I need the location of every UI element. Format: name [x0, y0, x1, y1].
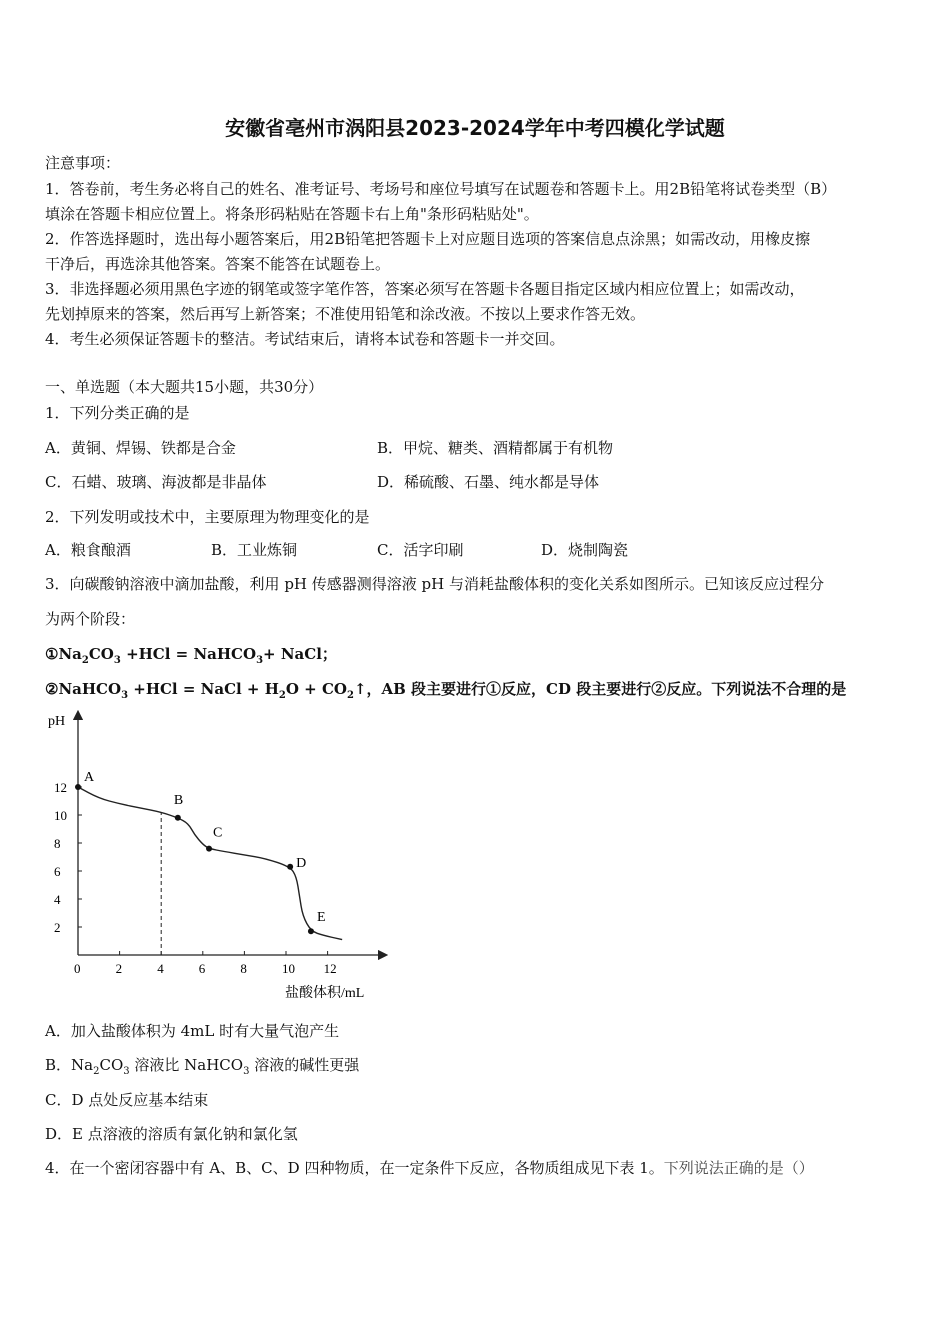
- q3-option-c: C．D 点处反应基本结束: [45, 1091, 209, 1109]
- point-B: [175, 815, 181, 821]
- y-tick-label: 6: [54, 864, 61, 879]
- question-3-stem: 3．向碳酸钠溶液中滴加盐酸，利用 pH 传感器测得溶液 pH 与消耗盐酸体积的变化关系如图所示。已知该反应过程分: [45, 575, 824, 593]
- q1-option-d: D．稀硫酸、石墨、纯水都是导体: [377, 473, 600, 491]
- point-label-C: C: [213, 825, 223, 841]
- reaction-1: $①Na_2CO_3 +HCl$ = NaHCO$_3$+ NaCl；: [45, 645, 337, 666]
- x-tick-label: 0: [74, 961, 81, 976]
- x-tick-label: 2: [115, 961, 123, 976]
- y-tick-label: 2: [54, 920, 61, 935]
- x-tick-label: 6: [198, 961, 206, 976]
- point-label-B: B: [173, 792, 184, 808]
- x-tick-label: 8: [240, 961, 247, 976]
- point-label-A: A: [84, 770, 95, 785]
- notice-line: 2．作答选择题时，选出每小题答案后，用2B铅笔把答题卡上对应题目选项的答案信息点涂黑；如需改动，用橡皮擦: [45, 230, 811, 248]
- q2-option-b: B．工业炼铜: [211, 541, 298, 559]
- q3-option-a: A．加入盐酸体积为 4mL 时有大量气泡产生: [45, 1022, 340, 1040]
- section-heading: 一、单选题（本大题共15小题，共30分）: [45, 378, 324, 396]
- notice-line: 1．答卷前，考生务必将自己的姓名、准考证号、考场号和座位号填写在试题卷和答题卡上。用2B铅笔将试卷类型（B）: [45, 180, 837, 198]
- y-tick-label: 10: [54, 808, 67, 823]
- point-label-D: D: [296, 855, 307, 871]
- ph-curve-chart: [40, 705, 400, 1005]
- question-1-stem: 1．下列分类正确的是: [45, 404, 190, 422]
- q1-option-c: C．石蜡、玻璃、海波都是非晶体: [45, 473, 267, 491]
- q2-option-a: A．粮食酿酒: [45, 541, 131, 559]
- x-tick-label: 10: [282, 961, 295, 976]
- question-2-stem: 2．下列发明或技术中，主要原理为物理变化的是: [45, 508, 370, 526]
- q3-option-b: B．$Na_2CO_3$ 溶液比 NaHCO$_3$ 溶液的碱性更强: [45, 1056, 360, 1077]
- notice-line: 填涂在答题卡相应位置上。将条形码粘贴在答题卡右上角"条形码粘贴处"。: [45, 205, 539, 223]
- question-4-stem: 4．在一个密闭容器中有 A、B、C、D 四种物质，在一定条件下反应，各物质组成见下表 1。下列说法正确的是（）: [45, 1159, 814, 1177]
- q2-option-d: D．烧制陶瓷: [541, 541, 629, 559]
- q1-option-b: B．甲烷、糖类、酒精都属于有机物: [377, 439, 614, 457]
- reaction-2: ②NaHCO$_3$ +HCl = NaCl + $H_2O$ + $CO_2↑$，AB 段主要进行①反应，CD 段主要进行②反应。下列说法不合理的是: [45, 680, 847, 701]
- point-A: [75, 784, 81, 790]
- notice-line: 3．非选择题必须用黑色字迹的钢笔或签字笔作答，答案必须写在答题卡各题目指定区域内相应位置上；如需改动，: [45, 280, 805, 298]
- question-3-stem-cont: 为两个阶段：: [45, 610, 136, 628]
- notice-heading: 注意事项：: [45, 154, 121, 172]
- point-label-E: E: [316, 910, 326, 926]
- page-title: 安徽省亳州市涡阳县2023-2024学年中考四模化学试题: [225, 116, 725, 140]
- x-tick-label: 12: [323, 961, 337, 976]
- notice-line: 干净后，再选涂其他答案。答案不能答在试题卷上。: [45, 255, 391, 273]
- notice-line: 4．考生必须保证答题卡的整洁。考试结束后，请将本试卷和答题卡一并交回。: [45, 330, 565, 348]
- y-tick-label: 12: [54, 780, 67, 795]
- notice-line: 先划掉原来的答案，然后再写上新答案；不准使用铅笔和涂改液。不按以上要求作答无效。: [45, 305, 646, 323]
- x-tick-label: 4: [157, 961, 164, 976]
- y-axis-label: pH: [48, 714, 66, 729]
- q1-option-a: A．黄铜、焊锡、铁都是合金: [45, 439, 236, 457]
- point-E: [308, 928, 314, 934]
- y-tick-label: 4: [54, 892, 61, 907]
- q3-option-d: D．E 点溶液的溶质有氯化钠和氯化氢: [45, 1125, 298, 1143]
- y-tick-label: 8: [54, 836, 61, 851]
- point-C: [206, 846, 212, 852]
- point-D: [287, 864, 293, 870]
- q2-option-c: C．活字印刷: [377, 541, 464, 559]
- x-axis-label: 盐酸体积/mL: [285, 986, 365, 1001]
